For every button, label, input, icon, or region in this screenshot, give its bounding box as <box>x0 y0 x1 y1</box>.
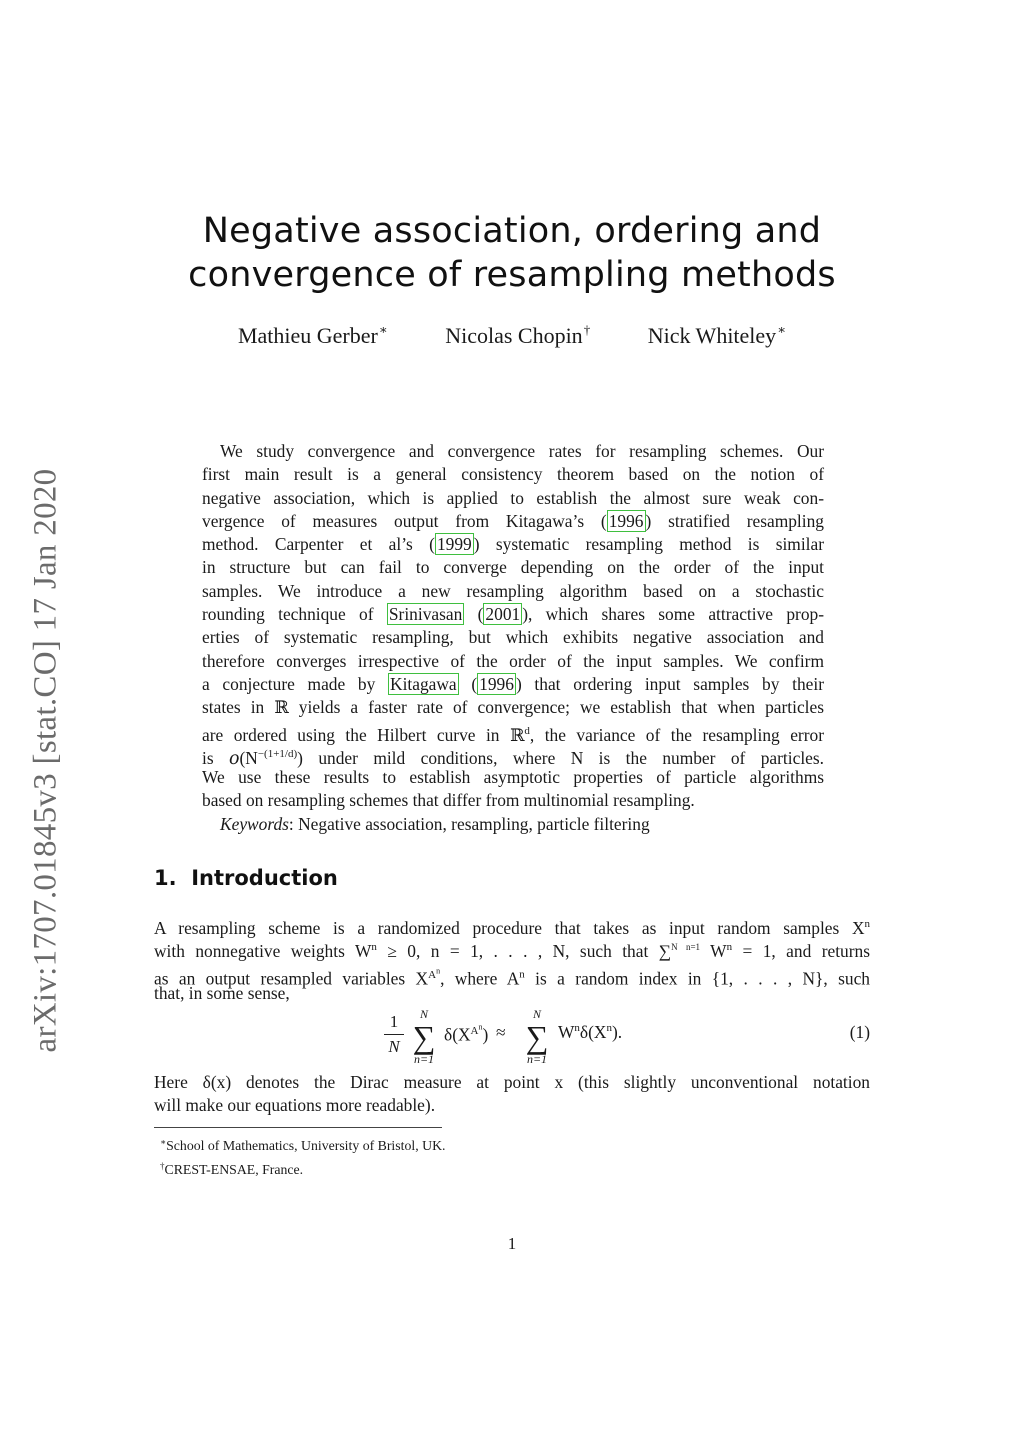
text: = 1, and returns <box>732 941 870 961</box>
footnote-divider <box>154 1127 442 1128</box>
text: a conjecture made by <box>202 673 389 694</box>
superscript <box>428 966 441 981</box>
abstract-line <box>202 533 824 556</box>
intro-line <box>154 936 870 959</box>
paper-title-line-1: Negative association, ordering and <box>202 211 822 251</box>
abstract-line: erties of systematic resampling, but which exhibits negative association and <box>202 627 824 648</box>
equation-number: (1) <box>849 1022 870 1042</box>
superscript: n <box>864 918 870 930</box>
text: δ(X <box>444 1024 471 1045</box>
abstract-line <box>202 743 824 766</box>
footnote-text: CREST-ENSAE, France. <box>164 1162 304 1177</box>
footnotes <box>160 1132 445 1180</box>
superscript: n <box>574 1022 580 1034</box>
superscript: n <box>478 1022 483 1031</box>
keywords-line <box>202 813 824 836</box>
superscript: n <box>371 941 377 953</box>
citation-link-1996b[interactable]: 1996 <box>479 673 514 694</box>
citation-link-kitagawa[interactable]: Kitagawa <box>390 673 457 694</box>
text: ) stratified resampling <box>645 510 824 531</box>
text: , the variance of the resampling error <box>529 724 824 745</box>
abstract-line <box>202 720 824 743</box>
sum-lower-limit: n=1 <box>526 1052 548 1066</box>
text: ( <box>458 673 478 694</box>
text: ) <box>482 1024 489 1045</box>
sum-lower-limit: n=1 <box>413 1052 435 1066</box>
equation-lhs-term <box>444 1022 488 1046</box>
text: δ(X <box>579 1022 607 1042</box>
superscript: n <box>726 941 733 953</box>
section-title: Introduction <box>191 866 338 890</box>
text: ( <box>464 604 484 625</box>
intro-line <box>154 913 870 936</box>
keywords-text: : Negative association, resampling, particle filtering <box>288 813 650 834</box>
superscript-base: A <box>470 1024 479 1037</box>
sigma-symbol: ∑ <box>412 1019 436 1055</box>
arxiv-identifier: arXiv:1707.01845v3 [stat.CO] 17 Jan 2020 <box>27 468 64 1052</box>
footnote-crest <box>160 1156 445 1180</box>
abstract-line: in structure but can fail to converge depending on the order of the input <box>202 557 824 578</box>
superscript: d <box>524 724 530 737</box>
fraction-one-over-n <box>384 1012 404 1057</box>
summation-right <box>519 1008 555 1066</box>
fraction-numerator: 1 <box>389 1012 399 1031</box>
abstract-line: therefore converges irrespective of the order of the input samples. We confirm <box>202 650 824 671</box>
intro-line: that, in some sense, <box>154 983 290 1003</box>
text: ) that ordering input samples by their <box>515 673 824 694</box>
equation-rhs-term <box>558 1022 622 1043</box>
paragraph-line: Here δ(x) denotes the Dirac measure at point x (this slightly unconventional notation <box>154 1072 870 1092</box>
intro-paragraph <box>154 913 870 1005</box>
page-number: 1 <box>507 1234 517 1253</box>
summation-left <box>406 1008 442 1066</box>
footnote-mark: † <box>160 1161 165 1171</box>
affiliation-mark: ∗ <box>777 322 787 337</box>
text: ≥ 0, n = 1, . . . , N, such that ∑ <box>376 941 672 961</box>
sum-upper-limit: N <box>419 1007 428 1021</box>
text: rounding technique of <box>202 604 387 625</box>
abstract-line <box>202 603 824 626</box>
superscript <box>470 1022 483 1037</box>
superscript: −(1+1/d) <box>257 747 298 760</box>
abstract-line: states in ℝ yields a faster rate of convergence; we establish that when particles <box>202 697 824 718</box>
sum-upper-limit: N <box>532 1007 541 1021</box>
author-name: Nicolas Chopin <box>445 323 583 348</box>
text: method. Carpenter et al’s ( <box>202 534 435 555</box>
approx-symbol: ≈ <box>496 1022 506 1042</box>
citation-link-2001[interactable]: 2001 <box>485 604 521 625</box>
author-list <box>0 322 1024 349</box>
text: W <box>700 941 727 961</box>
abstract-line <box>202 673 824 696</box>
text: ), which shares some attractive prop- <box>522 604 825 625</box>
sum-limits: N n=1 <box>671 942 701 952</box>
display-equation-1 <box>154 1004 870 1070</box>
text: ). <box>611 1022 623 1042</box>
paragraph-line: will make our equations more readable). <box>154 1095 436 1115</box>
citation-link-1999[interactable]: 1999 <box>436 534 472 555</box>
affiliation-mark: † <box>583 322 591 337</box>
keywords-label: Keywords <box>220 813 289 834</box>
post-equation-paragraph <box>154 1071 870 1117</box>
abstract-line <box>202 510 824 533</box>
footnote-text: School of Mathematics, University of Bristol, UK. <box>166 1138 446 1153</box>
abstract-line: negative association, which is applied to establish the almost sure weak con- <box>202 487 824 508</box>
abstract-line: We use these results to establish asymptotic properties of particle algorithms <box>202 767 824 788</box>
citation-link-1996[interactable]: 1996 <box>608 510 644 531</box>
text: ) systematic resampling method is similar <box>473 534 824 555</box>
text: W <box>558 1022 575 1042</box>
section-number: 1. <box>154 866 177 890</box>
text: ) under mild conditions, where N is the number of particles. <box>297 747 824 768</box>
abstract-line: first main result is a general consistency theorem based on the notion of <box>202 464 824 485</box>
author-chopin <box>445 322 590 349</box>
footnote-bristol <box>160 1132 445 1156</box>
sigma-symbol: ∑ <box>525 1019 549 1055</box>
section-heading-introduction <box>154 866 338 890</box>
text: with nonnegative weights W <box>154 941 372 961</box>
fraction-bar <box>384 1034 404 1035</box>
author-gerber <box>238 322 388 349</box>
author-name: Nick Whiteley <box>647 323 777 348</box>
superscript: n <box>519 968 525 981</box>
superscript: n <box>606 1022 612 1034</box>
citation-link-srinivasan[interactable]: Srinivasan <box>388 604 463 625</box>
abstract-line: based on resampling schemes that differ from multinomial resampling. <box>202 790 695 811</box>
abstract-line: We study convergence and convergence rates for resampling schemes. Our <box>220 441 824 461</box>
text: as an output resampled variables X <box>154 968 429 989</box>
text: is a random index in {1, . . . , N}, such <box>524 968 870 989</box>
affiliation-mark: ∗ <box>378 322 388 337</box>
author-name: Mathieu Gerber <box>237 323 378 348</box>
text: , where A <box>440 968 520 989</box>
author-whiteley <box>648 322 786 349</box>
abstract-line: samples. We introduce a new resampling algorithm based on a stochastic <box>202 580 824 601</box>
text: is 𝑜(N <box>202 747 258 768</box>
text: are ordered using the Hilbert curve in ℝ <box>202 724 525 745</box>
superscript-base: A <box>428 968 437 981</box>
abstract <box>202 440 824 836</box>
superscript: n <box>436 966 441 975</box>
arxiv-side-stamp <box>26 450 66 1070</box>
fraction-denominator: N <box>388 1037 400 1056</box>
intro-line <box>154 959 870 989</box>
text: vergence of measures output from Kitagawa’s ( <box>202 510 607 531</box>
text: A resampling scheme is a randomized procedure that takes as input random samples X <box>154 918 865 938</box>
footnote-mark: ∗ <box>160 1137 167 1147</box>
paper-title-line-2: convergence of resampling methods <box>188 255 836 295</box>
